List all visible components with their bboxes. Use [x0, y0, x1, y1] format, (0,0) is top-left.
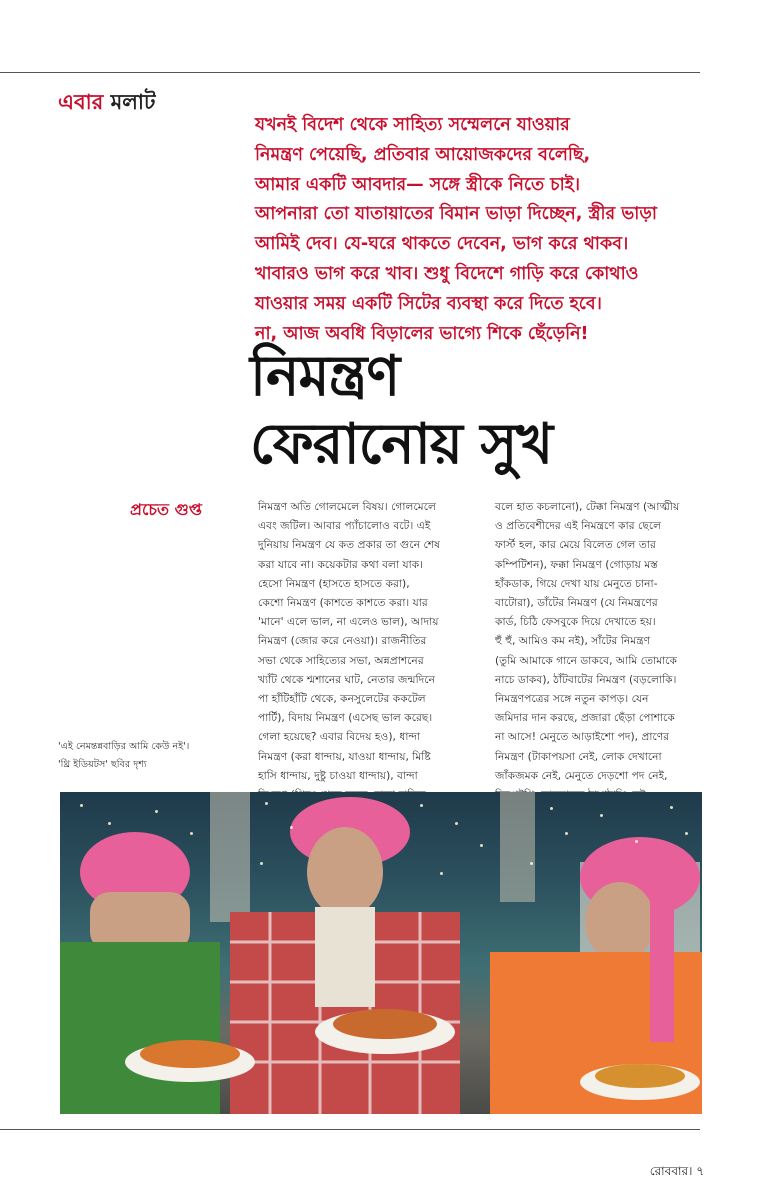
- body-line: পা হাঁটিহাঁটি থেকে, কনসুলেটের ককটেল: [258, 692, 426, 706]
- body-line: নিমন্ত্রণ (টাকাপয়সা নেই, লোক দেখানো: [495, 749, 662, 763]
- headline: [250, 342, 552, 478]
- fairy-light: [420, 804, 423, 807]
- kicker-line: নিমন্ত্রণ পেয়েছি, প্রতিবার আয়োজকদের বলেছি,: [255, 144, 591, 165]
- page-footer: রোববার। ৭: [649, 1164, 704, 1178]
- caption-line: 'থ্রি ইডিয়টস' ছবির দৃশ্য: [58, 759, 147, 770]
- body-line: নিমন্ত্রণ অতি গোলমেলে বিষয়। গোলমেলে: [258, 500, 436, 513]
- kicker-line: খাবারও ভাগ করে খাব। শুধু বিদেশে গাড়ি করে কোথাও: [255, 263, 639, 284]
- kicker-line: না, আজ অবধি বিড়ালের ভাগ্যে শিকে ছেঁড়েনি!: [255, 323, 589, 344]
- body-line: কার্ড, চিঠি ফেসবুকে দিয়ে দেখাতে হয়।: [495, 615, 656, 629]
- fairy-light: [530, 862, 533, 865]
- body-column-1: [258, 497, 486, 804]
- body-line: পার্টি), বিদায় নিমন্ত্রণ (এসেছ ভাল করেছ।: [258, 711, 433, 725]
- body-line: গেলা হয়েছে? এবার বিদেয় হও), ধান্দা: [258, 730, 421, 744]
- fairy-light: [635, 840, 638, 843]
- kicker-line: যাওয়ার সময় একটি সিটের ব্যবস্থা করে দিতে হবে।: [255, 293, 602, 314]
- body-line: কেশো নিমন্ত্রণ (কাশতে কাশতে করা। যার: [258, 596, 428, 610]
- body-line: নিমন্ত্রণ (জোর করে নেওয়া)। রাজনীতির: [258, 634, 427, 648]
- body-line: হুঁ হুঁ, আমিও কম নই), সাঁটের নিমন্ত্রণ: [495, 634, 651, 648]
- fairy-light: [440, 872, 443, 875]
- kicker-line: আমিই দেব। যে-ঘরে থাকতে দেবেন, ভাগ করে থাকব।: [255, 234, 629, 255]
- fairy-light: [685, 832, 688, 835]
- section-name: মলাট: [110, 90, 156, 114]
- body-line: নিমন্ত্রণপত্রের সঙ্গে নতুন কাপড়। যেন: [495, 692, 649, 706]
- photo-illustration: [60, 792, 702, 1114]
- body-line: করা যাবে না। কয়েকটার কথা বলা যাক।: [258, 557, 424, 571]
- body-line: হাসি ধান্দায়, দুষ্টু চাওয়া ধান্দায়), বান্দা: [258, 768, 418, 782]
- top-rule: [0, 72, 700, 73]
- fairy-light: [260, 862, 263, 865]
- fairy-light: [265, 802, 268, 805]
- section-header: [58, 86, 155, 121]
- caption-line: 'এই নেমন্তন্নবাড়ির আমি কেউ নই'।: [58, 741, 190, 752]
- body-line: জমিদার দান করছে, প্রজারা ছেঁড়া পোশাকে: [495, 711, 675, 725]
- fairy-light: [600, 814, 603, 817]
- body-line: নাচে ডাকব), ঠাঁটবাটের নিমন্ত্রণ (বড়লোকি।: [495, 672, 677, 686]
- fairy-light: [155, 810, 158, 813]
- fairy-light: [550, 807, 553, 810]
- section-accent: এবার: [58, 90, 104, 114]
- kicker-line: আমার একটি আবদার— সঙ্গে স্ত্রীকে নিতে চাই।: [255, 174, 581, 195]
- body-line: জাঁকজমক নেই, মেনুতে দেড়শো পদ নেই,: [495, 768, 668, 782]
- fairy-light: [565, 832, 568, 835]
- body-column-2: [495, 497, 710, 804]
- body-line: না আসে! মেনুতে আড়াইশো পদ), প্রাণের: [495, 730, 670, 744]
- fairy-light: [80, 804, 83, 807]
- photo-wedding-scene: [60, 792, 702, 1114]
- fairy-light: [480, 844, 483, 847]
- bottom-rule: [0, 1129, 700, 1130]
- kicker-line: আপনারা তো যাতায়াতের বিমান ভাড়া দিচ্ছেন, স্ত্রীর ভাড়া: [255, 204, 657, 225]
- fairy-light: [108, 822, 111, 825]
- body-line: নিমন্ত্রণ (করা ধান্দায়, যাওয়া ধান্দায়, মিষ্টি: [258, 749, 431, 763]
- body-line: (তুমি আমাকে গানে ডাকবে, আমি তোমাকে: [495, 653, 678, 667]
- body-line: বলে হাত কচলানো), টেক্কা নিমন্ত্রণ (আত্মীয়: [495, 500, 680, 513]
- headline-line-2: ফেরানোয় সুখ: [250, 411, 553, 477]
- kicker-intro: [255, 111, 725, 349]
- body-line: এবং জটিল। আবার প্যাঁচালোও বটে। এই: [258, 519, 431, 533]
- fairy-light: [190, 832, 193, 835]
- body-line: সভা থেকে সাহিত্যের সভা, অন্নপ্রাশনের: [258, 653, 424, 667]
- fairy-light: [290, 826, 293, 829]
- body-line: কম্পিটিশন), ফক্কা নিমন্ত্রণ (গোড়ায় মস্ত: [495, 557, 658, 571]
- body-line: দুনিয়ায় নিমন্ত্রণ যে কত প্রকার তা গুনে শেষ: [258, 538, 441, 552]
- byline: প্রচেত গুপ্ত: [130, 500, 202, 519]
- fairy-light: [670, 806, 673, 809]
- fairy-light: [455, 822, 458, 825]
- photo-caption: [58, 738, 189, 774]
- kicker-line: যখনই বিদেশ থেকে সাহিত্য সম্মেলনে যাওয়ার: [255, 115, 570, 135]
- body-line: ও প্রতিবেশীদের এই নিমন্ত্রণে কার ছেলে: [495, 519, 662, 533]
- body-line: বাটোরা), ডাঁটের নিমন্ত্রণ (যে নিমন্ত্রণের: [495, 596, 658, 610]
- body-line: হাঁকডাক, গিয়ে দেখা যায় মেনুতে চানা-: [495, 576, 658, 590]
- body-line: 'মানে' এলে ভাল, না এলেও ভাল), আদায়: [258, 615, 439, 629]
- headline-line-1: নিমন্ত্রণ: [250, 343, 400, 409]
- body-line: খ্যাঁট থেকে শ্মশানের ঘাট, নেতার জন্মদিনে: [258, 672, 435, 686]
- body-line: হেসো নিমন্ত্রণ (হাসতে হাসতে করা),: [258, 576, 410, 590]
- body-line: ফার্স্ট হল, কার মেয়ে বিলেত গেল তার: [495, 538, 656, 552]
